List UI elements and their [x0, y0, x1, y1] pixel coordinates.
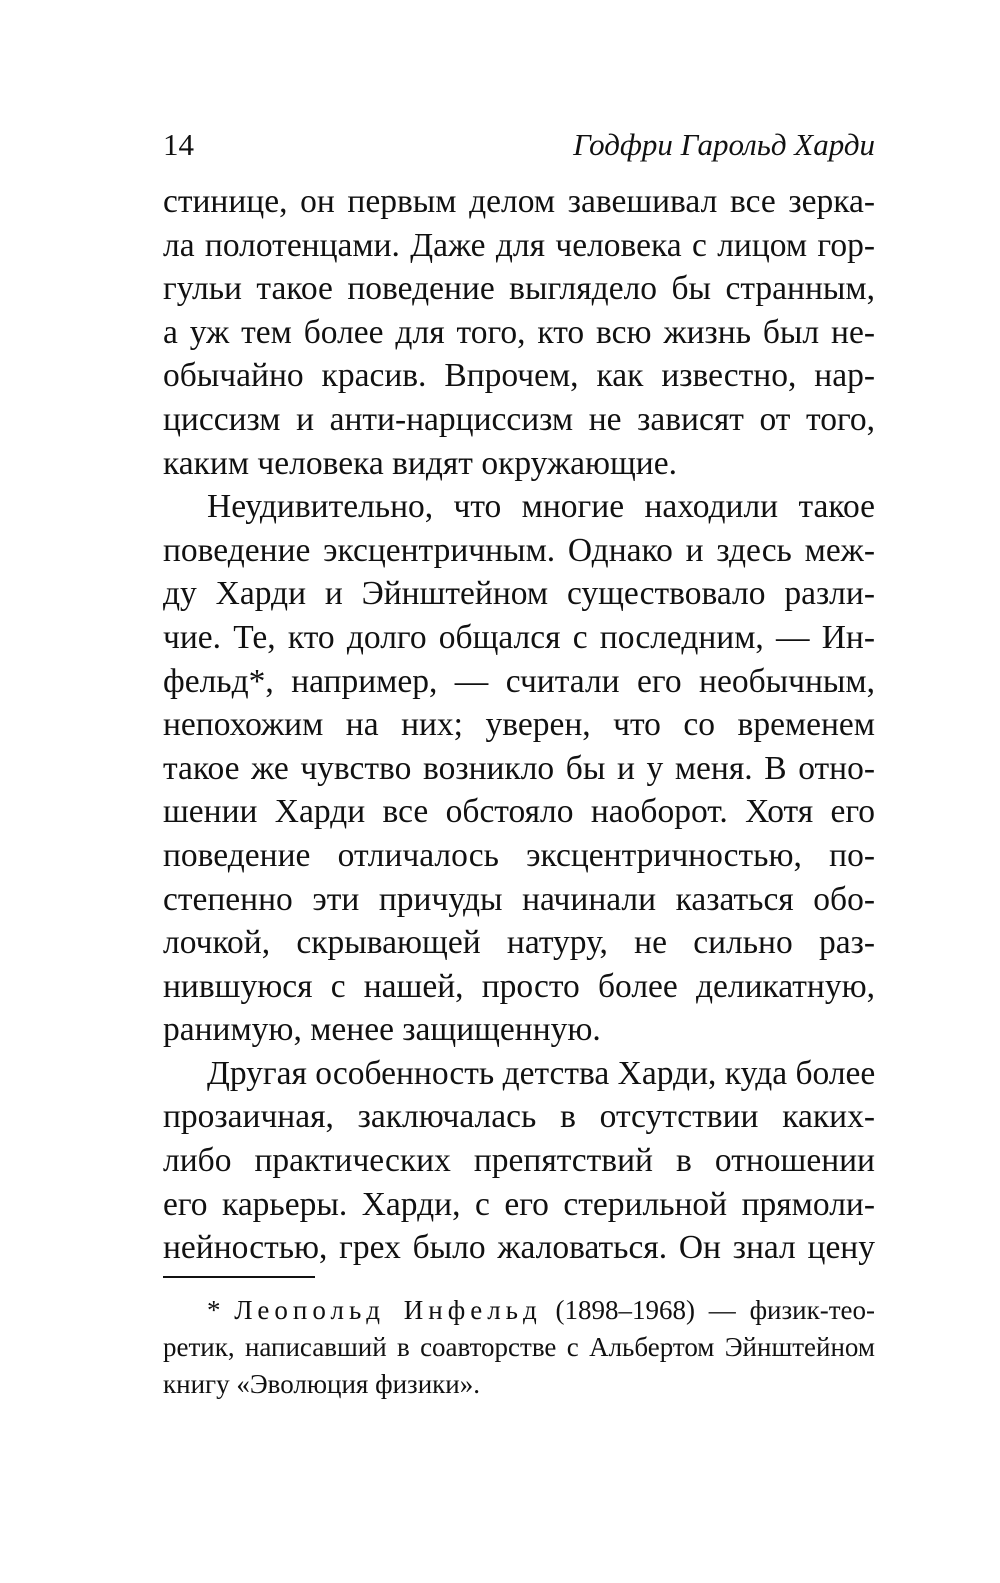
text-line: ранимую, менее защищенную. — [163, 1011, 601, 1049]
footnote — [163, 1292, 875, 1403]
footnote-line-3: книгу «Эволюция физики». — [163, 1369, 480, 1399]
body-text — [163, 180, 875, 1270]
running-title: Годфри Гарольд Харди — [573, 127, 875, 162]
footnote-line-1 — [163, 1292, 875, 1329]
text-line: нившуюся с нашей, просто более деликатную, — [163, 967, 875, 1005]
text-line: нейностью, грех было жаловаться. Он знал цену — [163, 1229, 875, 1267]
text-line: либо практических препятствий в отношении — [163, 1142, 875, 1180]
text-line: стинице, он первым делом завешивал все зерка- — [163, 183, 875, 220]
footnote-person-name: Леопольд Инфельд — [234, 1295, 542, 1325]
text-line: каким человека видят окружающие. — [163, 444, 677, 482]
text-line: поведение эксцентричным. Однако и здесь меж- — [163, 531, 875, 569]
text-line: ла полотенцами. Даже для человека с лицом гор- — [163, 226, 875, 264]
text-line: ду Харди и Эйнштейном существовало разли- — [163, 575, 875, 613]
footnote-marker: * — [207, 1295, 221, 1325]
text-line: непохожим на них; уверен, что со временем — [163, 706, 875, 744]
text-line: Неудивительно, что многие находили такое — [207, 488, 875, 526]
text-line: фельд*, например, — считали его необычным, — [163, 662, 875, 700]
footnote-divider — [163, 1276, 315, 1278]
text-line: его карьеры. Харди, с его стерильной прямоли- — [163, 1185, 875, 1223]
footnote-line-1-rest: (1898–1968) — физик-тео- — [555, 1295, 876, 1325]
text-line: степенно эти причуды начинали казаться обо- — [163, 880, 875, 918]
text-line: обычайно красив. Впрочем, как известно, нар- — [163, 357, 875, 395]
text-line: прозаичная, заключалась в отсутствии каких- — [163, 1098, 875, 1136]
text-line: чие. Те, кто долго общался с последним, — Ин- — [163, 618, 875, 656]
footnote-line-2: ретик, написавший в соавторстве с Альбертом Эйнштейном — [163, 1332, 875, 1362]
page-number: 14 — [163, 127, 194, 162]
text-line: поведение отличалось эксцентричностью, по- — [163, 836, 875, 874]
text-line: циссизм и анти-нарциссизм не зависят от того, — [163, 400, 875, 438]
text-line: а уж тем более для того, кто всю жизнь был не- — [163, 313, 875, 351]
paragraph-2 — [163, 485, 875, 1052]
paragraph-1 — [163, 180, 875, 485]
text-line: шении Харди все обстояло наоборот. Хотя его — [163, 793, 875, 831]
running-head — [163, 120, 875, 170]
text-line: гульи такое поведение выглядело бы странным, — [163, 270, 875, 308]
text-line: Другая особенность детства Харди, куда более — [207, 1054, 876, 1092]
text-line: лочкой, скрывающей натуру, не сильно раз- — [163, 924, 875, 962]
paragraph-3 — [163, 1052, 875, 1270]
text-line: такое же чувство возникло бы и у меня. В отно- — [163, 749, 875, 787]
